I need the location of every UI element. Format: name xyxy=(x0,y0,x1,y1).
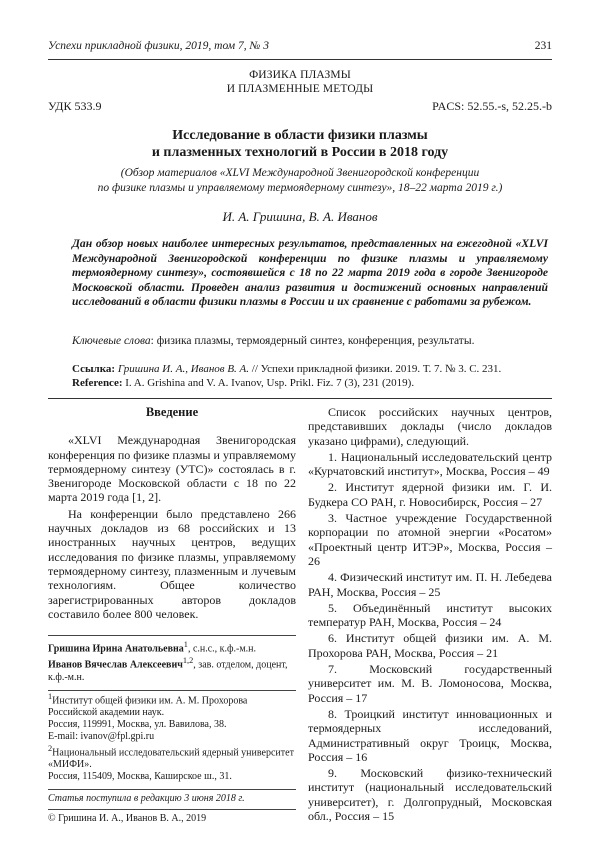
body-rule xyxy=(48,398,552,399)
affiliation-2 xyxy=(48,743,296,771)
list-item: 9. Московский физико-технический институт (национальный исследовательский университет), г. Долгопрудный, Московская обл., Россия – 15 xyxy=(308,766,552,824)
affiliation-1-sup: 1 xyxy=(48,691,53,701)
list-item: 3. Частное учреждение Государственной корпорации по атомной энергии «Росатом» «Проектный центр ИТЭР», Москва, Россия – 26 xyxy=(308,511,552,568)
centers-intro: Список российских научных центров, представивших доклады (число докладов указано цифрами), следующий. xyxy=(308,405,552,448)
section-title-line-2: И ПЛАЗМЕННЫЕ МЕТОДЫ xyxy=(226,83,374,95)
abstract: Дан обзор новых наиболее интересных результатов, представленных на ежегодной «XLVI Международной Звенигородской конференции по физике плазмы и управляемому термоядерному синтезу», состоявшейся с 18 по 22 марта 2019 года в городе Звенигороде Московской области. Проведен анализ развития и достижений основных направлений исследований в области физики плазмы в России и их сравнение с работами за рубежом. xyxy=(72,237,548,309)
affiliation-1 xyxy=(48,691,296,719)
author-1-rest: , с.н.с., к.ф.-м.н. xyxy=(187,643,257,655)
intro-paragraph-1: «XLVI Международная Звенигородская конференция по физике плазмы и управляемому термоядерному синтезу (УТС)» состоялась в г. Звенигороде Московской области с 18 по 22 марта 2019 года [1, 2]. xyxy=(48,433,296,505)
author-info xyxy=(48,639,296,825)
left-column xyxy=(48,405,296,825)
citation-en xyxy=(72,376,548,390)
list-item: 4. Физический институт им. П. Н. Лебедева РАН, Москва, Россия – 25 xyxy=(308,570,552,599)
intro-paragraph-2: На конференции было представлено 266 научных докладов из 68 российских и 13 иностранных научных центров, ведущих исследования по физике плазмы, управляемому термоядерному синтезу, плазменным и лучевым технологиям. Общее количество зарегистрированных авторов докладов составило более 800 человек. xyxy=(48,506,296,621)
journal-info: Успехи прикладной физики, 2019, том 7, № 3 xyxy=(48,40,269,52)
list-item: 6. Институт общей физики им. А. М. Прохорова РАН, Москва, Россия – 21 xyxy=(308,631,552,660)
section-title-line-1: ФИЗИКА ПЛАЗМЫ xyxy=(249,69,351,81)
author-2 xyxy=(48,655,296,683)
subtitle-line-2: по физике плазмы и управляемому термоядерному синтезу», 18–22 марта 2019 г.) xyxy=(97,182,503,194)
citation-en-text: I. A. Grishina and V. A. Ivanov, Usp. Prikl. Fiz. 7 (3), 231 (2019). xyxy=(125,377,415,389)
list-item: 7. Московский государственный университет им. М. В. Ломоносова, Москва, Россия – 17 xyxy=(308,662,552,705)
citation-ru-label: Ссылка: xyxy=(72,363,116,375)
author-1-sup: 1 xyxy=(183,640,188,650)
received-rule xyxy=(48,789,296,790)
running-head xyxy=(48,40,552,52)
affiliation-1-address: Россия, 119991, Москва, ул. Вавилова, 38. xyxy=(48,719,227,731)
copyright: © Гришина И. А., Иванов В. А., 2019 xyxy=(48,813,207,825)
author-2-rest: , зав. отделом, доцент, к.ф.-м.н. xyxy=(48,659,288,683)
affiliation-1-text: Институт общей физики им. А. М. Прохорова Российской академии наук. xyxy=(48,695,248,719)
copyright-rule xyxy=(48,809,296,810)
affiliation-2-text: Национальный исследовательский ядерный университет «МИФИ». xyxy=(48,747,294,771)
header-rule xyxy=(48,59,552,60)
author-1 xyxy=(48,639,296,655)
subtitle-line-1: (Обзор материалов «XLVI Международной Звенигородской конференции xyxy=(120,167,480,179)
citation-en-label: Reference: xyxy=(72,377,123,389)
citation-block xyxy=(72,362,548,390)
right-column xyxy=(308,405,552,825)
citation-ru-authors: Гришина И. А., Иванов В. А. xyxy=(117,363,250,375)
udk-code: УДК 533.9 xyxy=(48,99,102,113)
list-item: 2. Институт ядерной физики им. Г. И. Будкера СО РАН, г. Новосибирск, Россия – 27 xyxy=(308,480,552,509)
author-2-sup: 1,2 xyxy=(182,656,194,666)
authors: И. А. Гришина, В. А. Иванов xyxy=(222,209,378,224)
list-item: 8. Троицкий институт инновационных и термоядерных исследований, Административный округ Троицк, Москва, Россия – 16 xyxy=(308,706,552,764)
list-item: 1. Национальный исследовательский центр «Курчатовский институт», Москва, Россия – 49 xyxy=(308,449,552,479)
article-title xyxy=(60,127,540,161)
title-line-1: Исследование в области физики плазмы xyxy=(172,128,428,143)
title-line-2: и плазменных технологий в России в 2018 году xyxy=(151,145,449,160)
keywords-label: Ключевые слова xyxy=(72,335,151,347)
section-title xyxy=(0,68,600,96)
keywords-text: : физика плазмы, термоядерный синтез, конференция, результаты. xyxy=(150,335,475,347)
citation-ru xyxy=(72,362,548,376)
citation-ru-rest: // Успехи прикладной физики. 2019. Т. 7. № 3. С. 231. xyxy=(249,363,502,375)
author-1-name: Гришина Ирина Анатольевна xyxy=(48,643,184,655)
article-subtitle xyxy=(60,166,540,196)
pacs-code: PACS: 52.55.-s, 52.25.-b xyxy=(432,99,552,113)
keywords xyxy=(72,335,548,347)
page-number: 231 xyxy=(534,40,552,52)
affiliation-2-sup: 2 xyxy=(48,744,53,754)
affiliation-2-address: Россия, 115409, Москва, Каширское ш., 31. xyxy=(48,771,232,783)
list-item: 5. Объединённый институт высоких температур РАН, Москва, Россия – 24 xyxy=(308,600,552,630)
received-date: Статья поступила в редакцию 3 июня 2018 г. xyxy=(48,793,245,805)
author-email[interactable]: E-mail: ivanov@fpl.gpi.ru xyxy=(48,731,155,743)
author-2-name: Иванов Вячеслав Алексеевич xyxy=(48,659,183,671)
intro-heading: Введение xyxy=(145,405,199,419)
author-info-rule xyxy=(48,635,296,636)
